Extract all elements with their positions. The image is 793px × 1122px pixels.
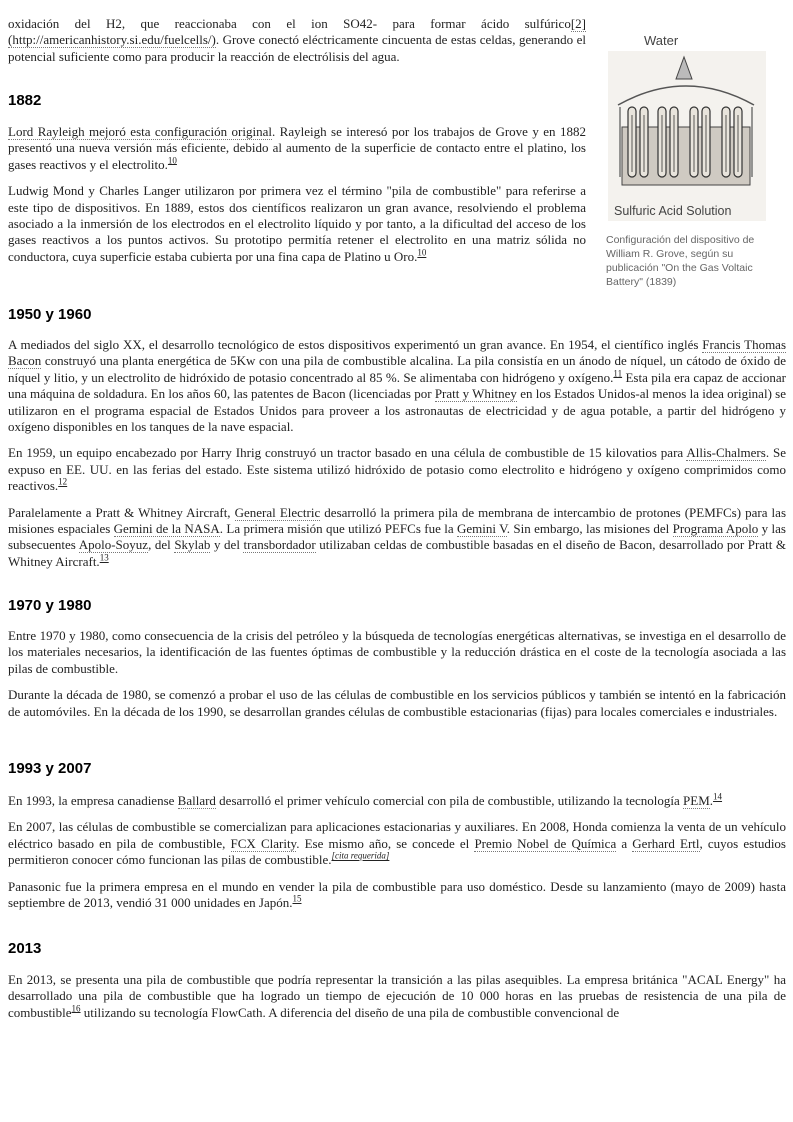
fcx-clarity-link[interactable]: FCX Clarity: [230, 835, 297, 851]
intro-text-end: . Grove conectó eléctricamente cincuenta de estas celdas, generando el potencial suficiente como para producir la reacción de electrólisis del agua.: [8, 32, 586, 64]
section-heading-1993: 1993 y 2007: [8, 760, 92, 777]
section-1993: En 1993, la empresa canadiense Ballard desarrolló el primer vehículo comercial con pila de combustible, utilizando la tecnología PEM.$^{14}$ En 2007, las células de combustible se comercializan para aplicaciones estacionarias y auxiliares. En 2008, Honda comienza la venta de un vehículo eléctrico basado en pila de combustible, FCX Clarity. Ese mismo año, se concede el Premio Nobel de Química a Gerhard Ertl, cuyos estudios permitieron conocer cómo funcionan las pilas de combustible.[cita requerida] Panasonic fue la primera empresa en el mundo en vender la pila de combustible para uso doméstico. Desde su lanzamiento (mayo de 2009) hasta septiembre de 2013, vendió 31 000 unidades en Japón.$^{15}$: [8, 791, 786, 911]
nobel-quimica-link[interactable]: Premio Nobel de Química: [474, 835, 617, 851]
figure-label-water: Water: [644, 33, 679, 48]
intro-paragraph: [8, 16, 586, 75]
figure-label-acid: Sulfuric Acid Solution: [614, 204, 732, 218]
reference-12[interactable]: 12: [58, 476, 68, 487]
grove-figure: [606, 27, 786, 289]
reference-15[interactable]: 15: [292, 893, 302, 904]
grove-battery-diagram: [606, 27, 766, 227]
citation-needed[interactable]: [cita requerida]: [331, 850, 390, 861]
reference-11[interactable]: 11: [613, 368, 623, 379]
gemini-v-link[interactable]: Gemini V: [456, 521, 507, 537]
section-heading-1950: 1950 y 1960: [8, 306, 92, 323]
intro-text: oxidación del H2, que reaccionaba con el ion SO42- para formar ácido sulfúrico: [8, 16, 571, 31]
apolo-soyuz-link[interactable]: Apolo-Soyuz: [78, 537, 149, 553]
reference-10b[interactable]: 10: [417, 247, 427, 258]
gemini-nasa-link[interactable]: Gemini de la NASA: [113, 521, 220, 537]
reference-link[interactable]: [2] (http://americanhistory.si.edu/fuelcells/): [8, 16, 586, 48]
section-heading-1882: 1882: [8, 92, 42, 109]
programa-apolo-link[interactable]: Programa Apolo: [672, 521, 759, 537]
general-electric-link[interactable]: General Electric: [234, 504, 321, 520]
section-heading-1970: 1970 y 1980: [8, 597, 92, 614]
section-1970: Entre 1970 y 1980, como consecuencia de la crisis del petróleo y la búsqueda de tecnologías energéticas alternativas, se investiga en el desarrollo de los materiales necesarios, la identificación de las fuentes óptimas de combustible y la reducción drástica en el coste de la tecnología asociada a las pilas de combustible. Durante la década de 1980, se comenzó a probar el uso de las células de combustible en los servicios públicos y también se intentó en la fabricación de automóviles. En la década de los 1990, se desarrollan grandes células de combustible estacionarias (fijas) para locales comerciales e industriales.: [8, 628, 786, 719]
ballard-link[interactable]: Ballard: [177, 793, 216, 808]
allis-chalmers-link[interactable]: Allis-Chalmers: [686, 445, 766, 461]
lord-rayleigh-link[interactable]: Lord Rayleigh mejoró esta configuración original: [8, 124, 272, 139]
section-1882: Lord Rayleigh mejoró esta configuración original. Rayleigh se interesó por los trabajos de Grove y en 1882 presentó una nueva versión más eficiente, debido al aumento de la superficie de contacto entre el platino, los gases reactivos y el electrolito.$^{10}$ Ludwig Mond y Charles Langer utilizaron por primera vez el término "pila de combustible" para referirse a este tipo de dispositivos. En 1889, estos dos científicos realizaron un gran avance, resolviendo el problema asociado a la inmersión de los electrodos en el electrolito líquido y por tanto, a la dificultad del acceso de los gases reactivos a los puntos activos. Su prototipo permitía retener el electrolito en una matriz sólida no conductora, cuya superficie estaba cubierta por una fina capa de Platino u Oro.$^{10}$: [8, 124, 586, 264]
figure-caption: Configuración del dispositivo de William R. Grove, según su publicación "On the Gas Voltaic Battery" (1839): [606, 234, 755, 288]
section-2013: En 2013, se presenta una pila de combustible que podría representar la transición a las pilas asequibles. La empresa británica "ACAL Energy" ha desarrollado una pila de combustible que ha logrado un tiempo de ejecución de 10 000 horas en las pruebas de resistencia de una pila de combustible$^{16}$ utilizando su tecnología FlowCath. A diferencia del diseño de una pila de combustible convencional de: [8, 972, 786, 1020]
reference-14[interactable]: 14: [713, 791, 723, 802]
reference-16[interactable]: 16: [71, 1003, 81, 1014]
reference-10[interactable]: 10: [167, 155, 177, 166]
reference-13[interactable]: 13: [99, 552, 109, 563]
transbordador-link[interactable]: transbordador: [243, 537, 316, 553]
skylab-link[interactable]: Skylab: [174, 537, 211, 553]
section-1950: A mediados del siglo XX, el desarrollo tecnológico de estos dispositivos experimentó un gran avance. En 1954, el científico inglés Francis Thomas Bacon construyó una planta energética de 5Kw con una pila de combustible alcalina. La pila consistía en un ánodo de níquel, un cátodo de óxido de níquel y litio, y un electrolito de hidróxido de potasio concentrado al 85 %. Se alimentaba con hidrógeno y oxígeno.$^{11}$ Esta pila era capaz de accionar una máquina de soldadura. En los años 60, las patentes de Bacon (licenciadas por Pratt y Whitney en los Estados Unidos-al menos la idea original) se utilizaron en el programa espacial de Estados Unidos para proveer a los astronautas de electricidad y de agua potable, a partir del hidrógeno y oxígeno disponibles en los tanques de la nave espacial. En 1959, un equipo encabezado por Harry Ihrig construyó un tractor basado en una célula de combustible de 15 kilovatios para Allis-Chalmers. Se expuso en EE. UU. en las ferias del estado. Este sistema utilizó hidróxido de potasio como electrolito e hidrógeno y oxígeno comprimidos como reactivos.$^{12}$ Paralelamente a Pratt & Whitney Aircraft, General Electric desarrolló la primera pila de membrana de intercambio de protones (PEMFCs) para las misiones espaciales Gemini de la NASA. La primera misión que utilizó PEFCs fue la Gemini V. Sin embargo, las misiones del Programa Apolo y las subsecuentes Apolo-Soyuz, del Skylab y del transbordador utilizaban celdas de combustible basadas en el diseño de Bacon, desarrollado por Pratt & Whitney Aircraft.$^{13}$: [8, 337, 787, 569]
pratt-whitney-link[interactable]: Pratt y Whitney: [434, 386, 517, 402]
section-heading-2013: 2013: [8, 940, 42, 957]
pem-link[interactable]: PEM: [683, 793, 710, 808]
gerhard-ertl-link[interactable]: Gerhard Ertl: [632, 835, 700, 851]
francis-bacon-link[interactable]: Francis Thomas Bacon: [8, 337, 787, 369]
